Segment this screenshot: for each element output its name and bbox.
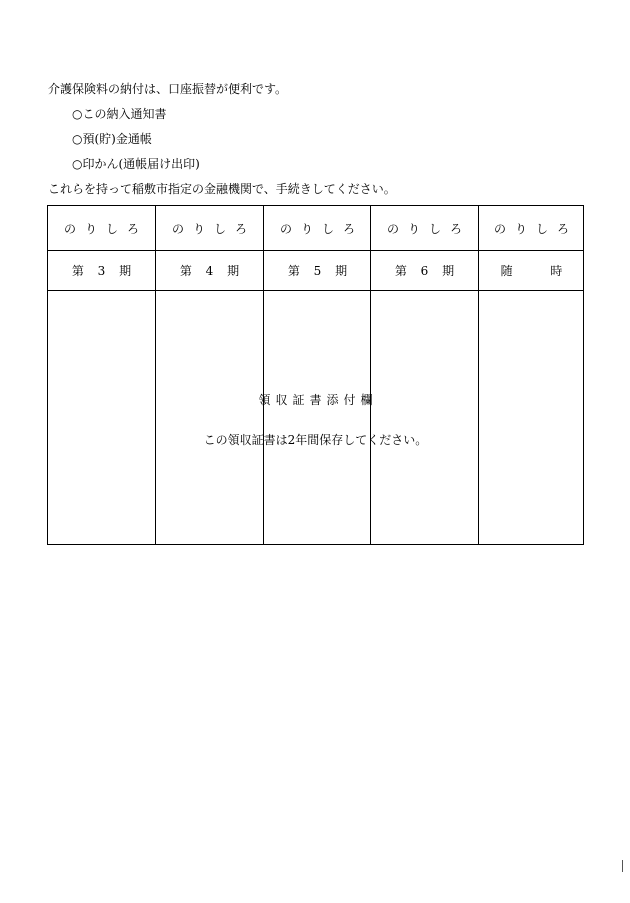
margin-label-4: のりしろ	[386, 221, 471, 236]
receipt-attachment-table	[47, 205, 584, 545]
period-4-header: 第 4 期	[179, 264, 240, 278]
period-5-header: 第 5 期	[287, 264, 348, 278]
required-item-notice: ○この納入通知書	[72, 107, 167, 121]
row-divider	[48, 290, 583, 291]
instruction-text: これらを持って稲敷市指定の金融機関で、手続きしてください。	[48, 182, 396, 196]
required-item-passbook: ○預(貯)金通帳	[72, 132, 152, 146]
period-3-header: 第 3 期	[71, 264, 132, 278]
receipt-note: この領収証書は2年間保存してください。	[203, 433, 428, 447]
margin-label-5: のりしろ	[493, 221, 578, 236]
margin-label-2: のりしろ	[171, 221, 256, 236]
receipt-title: 領収証書添付欄	[258, 393, 378, 407]
margin-label-3: のりしろ	[279, 221, 364, 236]
required-item-seal: ○印かん(通帳届け出印)	[72, 157, 200, 171]
period-6-header: 第 6 期	[394, 264, 455, 278]
anytime-header: 随 時	[500, 264, 563, 278]
intro-text: 介護保険料の納付は、口座振替が便利です。	[48, 82, 288, 96]
margin-label-1: のりしろ	[63, 221, 148, 236]
edge-mark	[622, 860, 623, 872]
